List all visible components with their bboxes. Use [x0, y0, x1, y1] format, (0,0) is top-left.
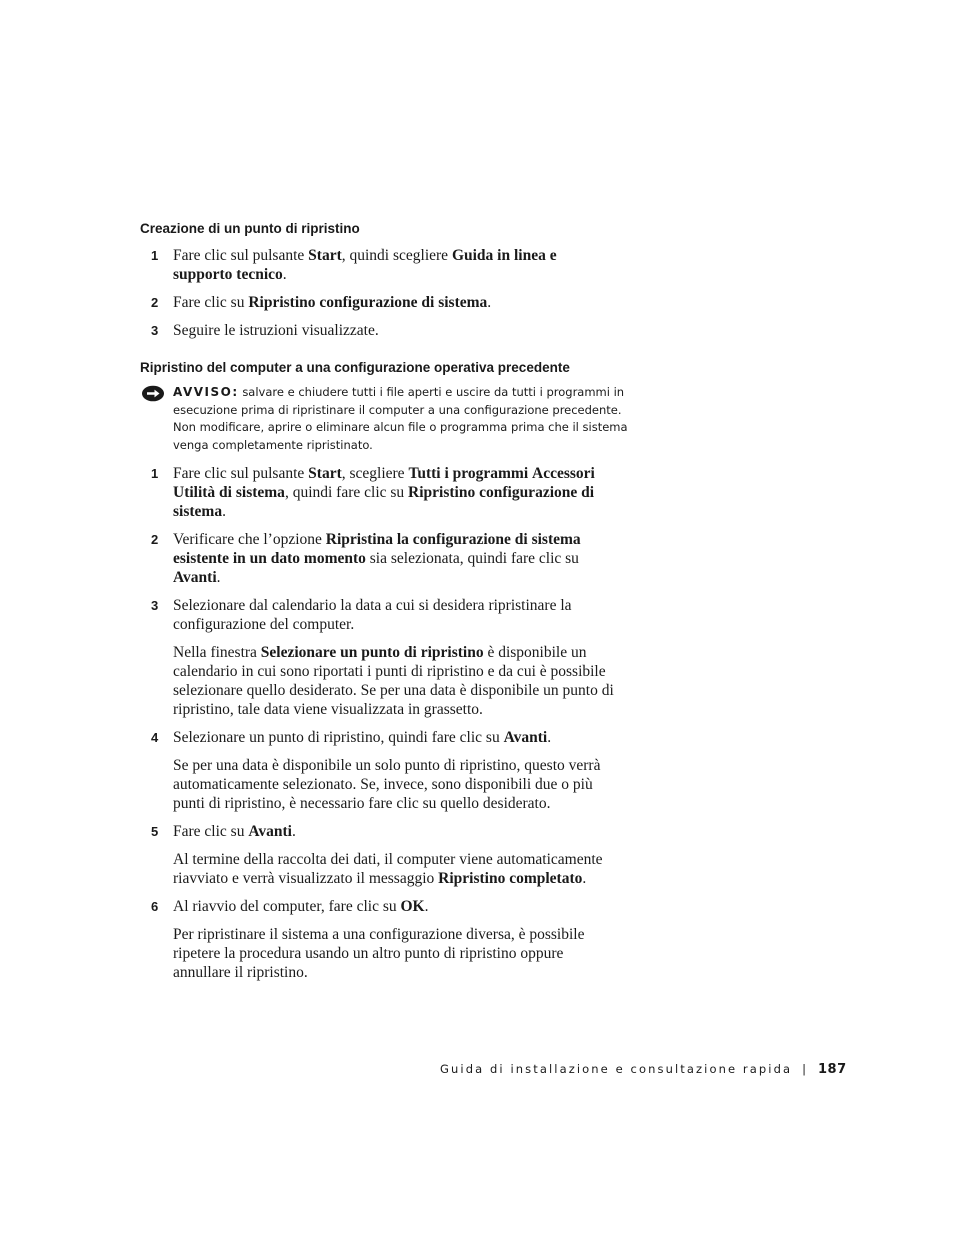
step-number: 6 [151, 899, 159, 914]
bold-term: Tutti i programmi [408, 465, 529, 482]
bold-term: Avanti [173, 569, 217, 586]
step-text [173, 464, 618, 521]
bold-term: Avanti [503, 729, 548, 746]
footer-separator: | [802, 1062, 806, 1076]
step-text [173, 728, 631, 747]
step-text [173, 530, 593, 587]
text-run: Selezionare un punto di ripristino, quindi fare clic su [173, 729, 504, 746]
text-run: Se per una data è disponibile un solo punto di ripristino, questo verrà automaticamente selezionato. Se, invece, sono disponibili due o più punti di ripristino, è necessario fare clic su quello desiderato. [173, 757, 601, 812]
step-number: 1 [151, 248, 159, 263]
text-run: , scegliere [341, 465, 409, 482]
text-run: . [487, 294, 492, 311]
text-run: sia selezionata, quindi fare clic su [365, 550, 579, 567]
step-item [140, 728, 640, 747]
bold-term: OK [400, 898, 425, 915]
text-run: . [582, 870, 587, 887]
bold-term: Start [308, 465, 342, 482]
bold-term: Utilità di sistema [173, 484, 285, 501]
notice-text [173, 384, 643, 454]
section-heading-restore-computer: Ripristino del computer a una configurazione operativa precedente [140, 360, 570, 375]
step-text [173, 321, 631, 340]
step-number: 2 [151, 532, 159, 547]
page-footer [440, 1062, 847, 1077]
step-item [140, 293, 640, 312]
step-item [140, 897, 640, 916]
step-number: 4 [151, 730, 159, 745]
text-run: Fare clic sul pulsante [173, 465, 309, 482]
bold-term: Ripristina la configurazione di sistema esistente in un dato momento [173, 531, 581, 567]
step-number: 3 [151, 323, 159, 338]
step-text [173, 822, 631, 841]
text-run: , quindi fare clic su [284, 484, 409, 501]
text-run: Verificare che l’opzione [173, 531, 326, 548]
step-note [173, 643, 631, 719]
step-item [140, 596, 640, 634]
text-run: . [216, 569, 221, 586]
bold-term: Ripristino completato [438, 870, 583, 887]
step-list-create [140, 246, 640, 340]
section-heading-create-restore-point: Creazione di un punto di ripristino [140, 221, 360, 236]
text-run: Fare clic sul pulsante [173, 247, 309, 264]
step-text [173, 293, 631, 312]
bold-term: Selezionare un punto di ripristino [260, 644, 484, 661]
step-note [173, 850, 633, 888]
step-text [173, 897, 631, 916]
text-run: Per ripristinare il sistema a una configurazione diversa, è possibile ripetere la procedura usando un altro punto di ripristino oppure annullare il ripristino. [173, 926, 585, 981]
text-run: Fare clic su [173, 294, 249, 311]
bold-term: Start [308, 247, 342, 264]
bold-term: Guida in linea e supporto tecnico [173, 247, 557, 283]
step-number: 2 [151, 295, 159, 310]
text-run: . [424, 898, 429, 915]
step-number: 1 [151, 466, 159, 481]
step-item [140, 246, 640, 284]
text-run: Seguire le istruzioni visualizzate. [173, 322, 379, 339]
step-text [173, 596, 613, 634]
step-item [140, 464, 640, 521]
text-run: Selezionare dal calendario la data a cui si desidera ripristinare la configurazione del computer. [173, 597, 572, 633]
text-run: . [547, 729, 552, 746]
text-run: . [291, 823, 296, 840]
text-run: . [222, 503, 226, 520]
text-run: Nella finestra [173, 644, 261, 661]
bold-term: Ripristino configurazione di sistema [173, 484, 595, 520]
step-item [140, 822, 640, 841]
step-number: 3 [151, 598, 159, 613]
notice-box [140, 384, 640, 454]
text-run: , quindi scegliere [341, 247, 452, 264]
step-text [173, 246, 583, 284]
page-number: 187 [818, 1062, 847, 1077]
step-note [173, 925, 603, 982]
step-item [140, 530, 640, 587]
text-run: . [282, 266, 287, 283]
step-item [140, 321, 640, 340]
footer-title: Guida di installazione e consultazione rapida [440, 1062, 793, 1076]
notice-hand-icon [141, 385, 165, 402]
bold-term: Avanti [248, 823, 292, 840]
step-list-restore [140, 464, 640, 982]
notice-label: AVVISO: [173, 385, 239, 399]
bold-term: Ripristino configurazione di sistema [248, 294, 488, 311]
text-run: Al riavvio del computer, fare clic su [173, 898, 401, 915]
step-number: 5 [151, 824, 159, 839]
text-run: Al termine della raccolta dei dati, il computer viene automaticamente riavviato e verrà visualizzato il messaggio [173, 851, 603, 887]
bold-term: Accessori [532, 465, 595, 482]
text-run: Fare clic su [173, 823, 249, 840]
step-note [173, 756, 623, 813]
notice-body: salvare e chiudere tutti i file aperti e uscire da tutti i programmi in esecuzione prima di ripristinare il computer a una configurazione precedente. Non modificare, aprire o eliminare alcun file o programma prima che il sistema venga completamente ripristinato. [173, 385, 628, 452]
text-run: è disponibile un calendario in cui sono riportati i punti di ripristino e da cui è possibile selezionare quello desiderato. Se per una data è disponibile un punto di ripristino, tale data viene visualizzata in grassetto. [173, 644, 614, 718]
